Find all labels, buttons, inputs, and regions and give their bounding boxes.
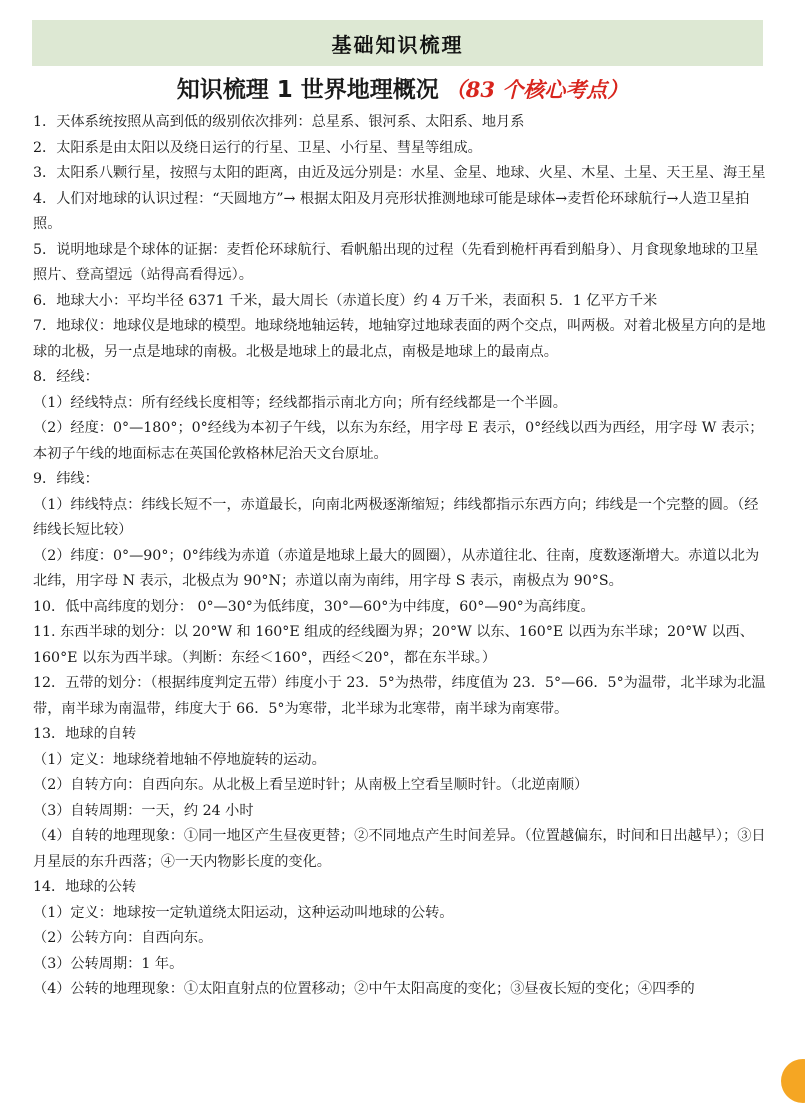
text-line: （1）定义：地球按一定轨道绕太阳运动，这种运动叫地球的公转。 bbox=[33, 904, 454, 921]
page-title bbox=[0, 70, 805, 110]
text-line: 4．人们对地球的认识过程：“天圆地方”→ 根据太阳及月亮形状推测地球可能是球体→麦哲伦环球航行→人造卫星拍照。 bbox=[33, 190, 750, 232]
text-line: 10．低中高纬度的划分： 0°—30°为低纬度，30°—60°为中纬度，60°—90°为高纬度。 bbox=[33, 598, 595, 615]
text-line: （4）公转的地理现象：①太阳直射点的位置移动；②中午太阳高度的变化；③昼夜长短的变化；④四季的 bbox=[33, 981, 695, 997]
text-line: （2）纬度：0°—90°；0°纬线为赤道（赤道是地球上最大的圆圈），从赤道往北、往南，度数逐渐增大。赤道以北为北纬，用字母 N 表示，北极点为 90°N；赤道以南为南纬，用字母 S 表示，南极点为 90°S。 bbox=[33, 547, 760, 589]
text-line: （2）公转方向：自西向东。 bbox=[33, 930, 213, 946]
text-line: 5．说明地球是个球体的证据：麦哲伦环球航行、看帆船出现的过程（先看到桅杆再看到船身）、月食现象地球的卫星照片、登高望远（站得高看得远）。 bbox=[33, 241, 759, 283]
text-line: 6．地球大小：平均半径 6371 千米，最大周长（赤道长度）约 4 万千米，表面积 5．1 亿平方千米 bbox=[33, 292, 658, 309]
section-banner bbox=[32, 20, 763, 66]
text-line: （2）经度：0°—180°；0°经线为本初子午线，以东为东经，用字母 E 表示，0°经线以西为西经，用字母 W 表示；本初子午线的地面标志在英国伦敦格林尼治天文台原址。 bbox=[33, 420, 764, 462]
text-line: 7．地球仪：地球仪是地球的模型。地球绕地轴运转，地轴穿过地球表面的两个交点，叫两极。对着北极星方向的是地球的北极，另一点是地球的南极。北极是地球上的最北点，南极是地球上的最南点。 bbox=[33, 318, 766, 360]
text-line: 14．地球的公转 bbox=[33, 879, 137, 895]
title-main: 知识梳理 1 世界地理概况 bbox=[176, 77, 439, 103]
text-line: （2）自转方向：自西向东。从北极上看呈逆时针；从南极上空看呈顺时针。（北逆南顺） bbox=[33, 777, 589, 793]
text-line: （4）自转的地理现象：①同一地区产生昼夜更替；②不同地点产生时间差异。（位置越偏东，时间和日出越早）；③日月星辰的东升西落；④一天内物影长度的变化。 bbox=[33, 828, 766, 870]
text-line: 12．五带的划分：（根据纬度判定五带）纬度小于 23．5°为热带，纬度值为 23．5°—66．5°为温带，北半球为北温带，南半球为南温带，纬度大于 66．5°为寒带，北半球为北寒带，南半球为南寒带。 bbox=[33, 675, 766, 717]
text-line: 9．纬线： bbox=[33, 471, 99, 487]
text-line: （1）定义：地球绕着地轴不停地旋转的运动。 bbox=[33, 751, 326, 768]
corner-decoration bbox=[781, 1059, 805, 1103]
text-line: 13．地球的自转 bbox=[33, 726, 137, 742]
text-line: 2．太阳系是由太阳以及绕日运行的行星、卫星、小行星、彗星等组成。 bbox=[33, 139, 482, 156]
text-line: 8．经线： bbox=[33, 369, 99, 385]
text-line: 3．太阳系八颗行星，按照与太阳的距离，由近及远分别是：水星、金星、地球、火星、木星、土星、天王星、海王星 bbox=[33, 165, 766, 181]
text-line: （1）经线特点：所有经线长度相等；经线都指示南北方向；所有经线都是一个半圆。 bbox=[33, 394, 567, 411]
text-line: 11. 东西半球的划分：以 20°W 和 160°E 组成的经线圈为界；20°W 以东、160°E 以西为东半球；20°W 以西、160°E 以东为西半球。（判断：东经＜160°，西经＜20°，都在东半球。） bbox=[33, 624, 754, 666]
text-line: （3）自转周期：一天，约 24 小时 bbox=[33, 802, 254, 819]
text-line: （3）公转周期：1 年。 bbox=[33, 955, 184, 972]
banner-title: 基础知识梳理 bbox=[331, 32, 464, 57]
text-line: 1．天体系统按照从高到低的级别依次排列：总星系、银河系、太阳系、地月系 bbox=[33, 114, 525, 130]
text-line: （1）纬线特点：纬线长短不一，赤道最长，向南北两极逐渐缩短；纬线都指示东西方向；纬线是一个完整的圆。（经纬线长短比较） bbox=[33, 496, 759, 538]
content-body bbox=[33, 110, 770, 1003]
title-accent: （83 个核心考点） bbox=[444, 77, 629, 102]
